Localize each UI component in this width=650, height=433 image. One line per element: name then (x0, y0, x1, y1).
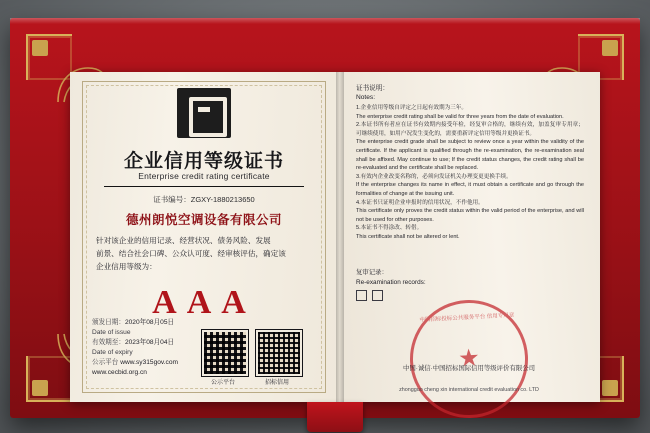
notes-heading-en: Notes: (356, 94, 376, 101)
corner-gold-block (602, 40, 618, 56)
certificate-title-cn: 企业信用等级证书 (123, 151, 284, 172)
folder-binding-tab (307, 402, 363, 432)
note-line: This certificate only proves the credit status within the valid period of the enterprise, and will not be used for other purposes. (356, 208, 584, 223)
stamp-text: 中国招标投标公共服务平台 信用专用章 (419, 312, 515, 324)
note-line: 5.本证书不得涂改、转借。 (356, 225, 423, 232)
reexam-checkbox-group (356, 290, 426, 305)
note-line: This certificate shall not be altered or lent. (356, 233, 460, 240)
expiry-date-value: 2023年08月04日 (124, 339, 175, 346)
issuing-organization-cn: 中国·诚信·中国招标国际信用等级评价有限公司 (402, 365, 536, 372)
certificate-number-label: 证书编号： (153, 195, 191, 204)
certificate-folder (10, 18, 640, 418)
issue-date-label-en: Date of issue (92, 329, 131, 336)
expiry-date-row (92, 338, 178, 348)
qr-code-public-platform (202, 330, 248, 376)
qr-caption-bidding-credit: 招标信用 (264, 380, 289, 386)
certificate-page-spread (70, 72, 600, 402)
note-line: The enterprise credit rating shall be valid for three years from the date of evaluation. (356, 113, 564, 120)
note-line: The enterprise credit grade shall be subject to review once a year within the validity of the certificate. If the applicant is qualified through the re-examination, the re-examination seal shall be affixed. May continue to use; If the credit status changes, the credit rating shall be re-evaluated and the certificate shall be replaced. (356, 139, 584, 172)
expiry-date-label-en: Date of expiry (92, 349, 133, 356)
platform-row (92, 358, 178, 368)
reexamination-records (356, 268, 426, 305)
certificate-right-page (338, 72, 600, 402)
platform-url-2: www.cecbid.org.cn (92, 369, 147, 376)
credit-grade: AAA (152, 284, 256, 321)
certificate-number-value: ZGXY-1880213650 (190, 195, 255, 204)
star-icon: ★ (457, 344, 481, 373)
body-line-2: 前景、结合社会口碑、公众认可度、经审核评估，确定该 (96, 249, 286, 258)
corner-gold-block (32, 40, 48, 56)
reexam-checkbox (356, 290, 367, 301)
notes-heading (356, 84, 389, 102)
platform-url-1: www.sy315gov.com (120, 359, 178, 366)
body-line-3: 企业信用等级为： (96, 262, 157, 271)
issue-date-label-cn: 颁发日期： (92, 319, 125, 326)
company-name: 德州朗悦空调设备有限公司 (125, 213, 282, 227)
note-line: If the enterprise changes its name in effect, it must obtain a certificate and go through the formalities of change at the issuing unit. (356, 182, 584, 197)
body-line-1: 针对该企业的信用记录、经营状况、债务风险、发展 (96, 236, 271, 245)
reexam-label-en: Re-examination records: (356, 278, 426, 286)
platform-label: 公示平台 (92, 359, 119, 366)
certificate-number (70, 194, 338, 205)
qr-code-bidding-credit (256, 330, 302, 376)
certificate-left-page (70, 72, 338, 402)
corner-gold-block (32, 380, 48, 396)
note-line: 3.有效内企业改变名称的，必须向发证机关办理变更更换手续。 (356, 173, 512, 180)
qr-caption-public-platform: 公示平台 (210, 380, 235, 386)
certificate-emblem-icon (177, 88, 231, 138)
corner-gold-block (602, 380, 618, 396)
certificate-body-text (96, 234, 312, 273)
expiry-date-label-cn: 有效期至： (92, 339, 125, 346)
issuing-organization-en: zhongguo cheng xin international credit evaluation co. LTD (399, 387, 539, 393)
title-divider (104, 186, 304, 187)
red-official-stamp (407, 297, 531, 421)
note-line: 1.企业信用等级自评定之日起有效期为三年。 (356, 105, 467, 111)
notes-heading-cn: 证书说明： (356, 85, 389, 92)
reexam-label-cn: 复审记录： (356, 269, 388, 276)
reexam-checkbox (372, 290, 383, 301)
certificate-title-en: Enterprise credit rating certificate (138, 171, 270, 181)
notes-list (356, 104, 584, 242)
issue-date-value: 2020年08月05日 (124, 319, 175, 326)
note-line: 4.本证书只证明企业申报时的信用状况，不作他用。 (356, 199, 484, 206)
issue-date-row (92, 318, 178, 328)
page-gutter (336, 72, 344, 402)
note-line: 2.本证书所有者应在证书有效期内接受年检，经复审合格的，继续有效，加盖复审专用章；可继续使用，如用户况发生变化的，需要重新评定信用等级并更换证书。 (356, 122, 584, 137)
issue-expiry-block (92, 318, 178, 378)
